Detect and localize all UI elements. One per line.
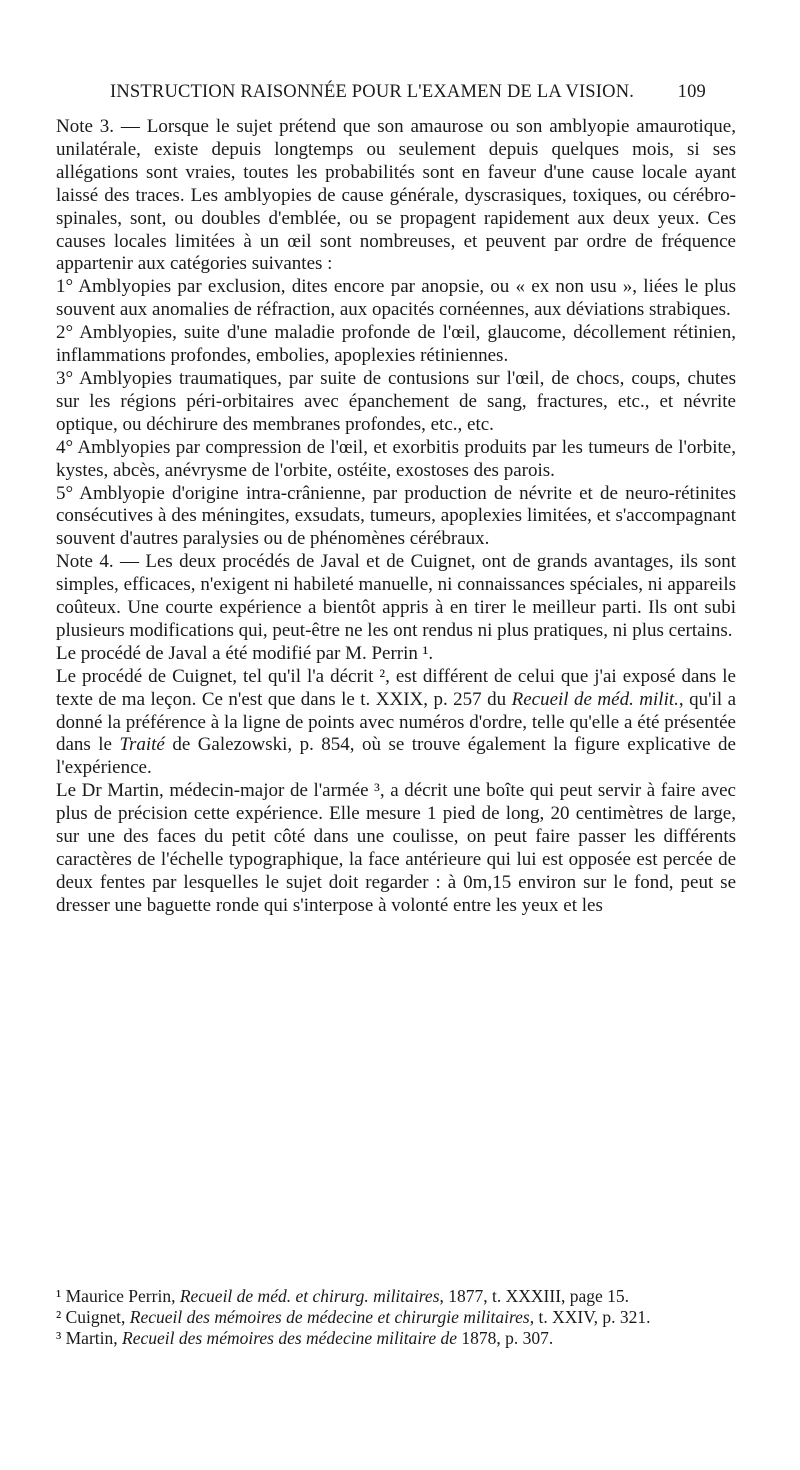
paragraph-cuignet: Le procédé de Cuignet, tel qu'il l'a décrit ², est différent de celui que j'ai exposé dans le texte de ma leçon. Ce n'est que dans le t. XXIX, p. 257 du Recueil de méd. milit., qu'il a donné la préférence à la ligne de points avec numéros d'ordre, telle qu'elle a été présentée dans le Traité de Galezowski, p. 854, où se trouve également la figure explicative de l'expérience. <box>56 665 737 779</box>
paragraph-javal: Le procédé de Javal a été modifié par M. Perrin ¹. <box>56 642 434 664</box>
paragraph-item-3: 3° Amblyopies traumatiques, par suite de contusions sur l'œil, de chocs, coups, chutes sur les régions péri-orbitaires avec épanchement de sang, fractures, etc., et névrite optique, ou déchirure des membranes profondes, etc., etc. <box>56 367 736 435</box>
paragraph-item-5: 5° Amblyopie d'origine intra-crânienne, par production de névrite et de neuro-rétinites consécutives à des méningites, exsudats, tumeurs, apoplexies limitées, et s'accompagnant souvent d'autres paralysies ou de phénomènes cérébraux. <box>56 482 736 550</box>
footnote-1: ¹ Maurice Perrin, Recueil de méd. et chirurg. militaires, 1877, t. XXXIII, page 15. <box>56 1286 630 1306</box>
paragraph-note-4: Note 4. — Les deux procédés de Javal et de Cuignet, ont de grands avantages, ils sont simples, efficaces, n'exigent ni habileté manuelle, ni connaissances spéciales, ni appareils coûteux. Une courte expérience a bientôt appris à en tirer le meilleur parti. Ils ont subi plusieurs modifications qui, peut-être ne les ont rendus ni plus pratiques, ni plus certains. <box>56 551 736 641</box>
page-number: 109 <box>677 82 706 102</box>
running-header <box>110 82 706 114</box>
running-title: INSTRUCTION RAISONNÉE POUR L'EXAMEN DE LA VISION. <box>110 82 635 102</box>
footnotes <box>56 1286 736 1349</box>
paragraph-item-1: 1° Amblyopies par exclusion, dites encore par anopsie, ou « ex non usu », liées le plus souvent aux anomalies de réfraction, aux opacités cornéennes, aux déviations strabiques. <box>56 276 736 321</box>
footnote-3: ³ Martin, Recueil des mémoires des médecine militaire de 1878, p. 307. <box>56 1328 554 1348</box>
paragraph-martin: Le Dr Martin, médecin-major de l'armée ³, a décrit une boîte qui peut servir à faire avec plus de précision cette expérience. Elle mesure 1 pied de long, 20 centimètres de large, sur une des faces du petit côté dans une coulisse, on peut faire passer les différents caractères de l'échelle typographique, la face antérieure qui lui est opposée est percée de deux fentes par lesquelles le sujet doit regarder : à 0m,15 environ sur le fond, peut se dresser une baguette ronde qui s'interpose à volonté entre les yeux et les <box>56 780 736 916</box>
paragraph-note-3: Note 3. — Lorsque le sujet prétend que son amaurose ou son amblyopie amaurotique, unilatérale, existe depuis longtemps ou seulement depuis quelques mois, si ses allégations sont vraies, toutes les probabilités sont en faveur d'une cause locale ayant laissé des traces. Les amblyopies de cause générale, dyscrasiques, toxiques, ou cérébro-spinales, sont, ou doubles d'emblée, ou se propagent rapidement aux deux yeux. Ces causes locales limitées à un œil sont nombreuses, et peuvent par ordre de fréquence appartenir aux catégories suivantes : <box>56 116 736 275</box>
main-text <box>56 116 736 918</box>
paragraph-item-2: 2° Amblyopies, suite d'une maladie profonde de l'œil, glaucome, décollement rétinien, inflammations profondes, embolies, apoplexies rétiniennes. <box>56 322 736 367</box>
paragraph-item-4: 4° Amblyopies par compression de l'œil, et exorbitis produits par les tumeurs de l'orbite, kystes, abcès, anévrysme de l'orbite, ostéite, exostoses des parois. <box>56 436 736 481</box>
footnote-2: ² Cuignet, Recueil des mémoires de médecine et chirurgie militaires, t. XXIV, p. 321. <box>56 1307 651 1327</box>
